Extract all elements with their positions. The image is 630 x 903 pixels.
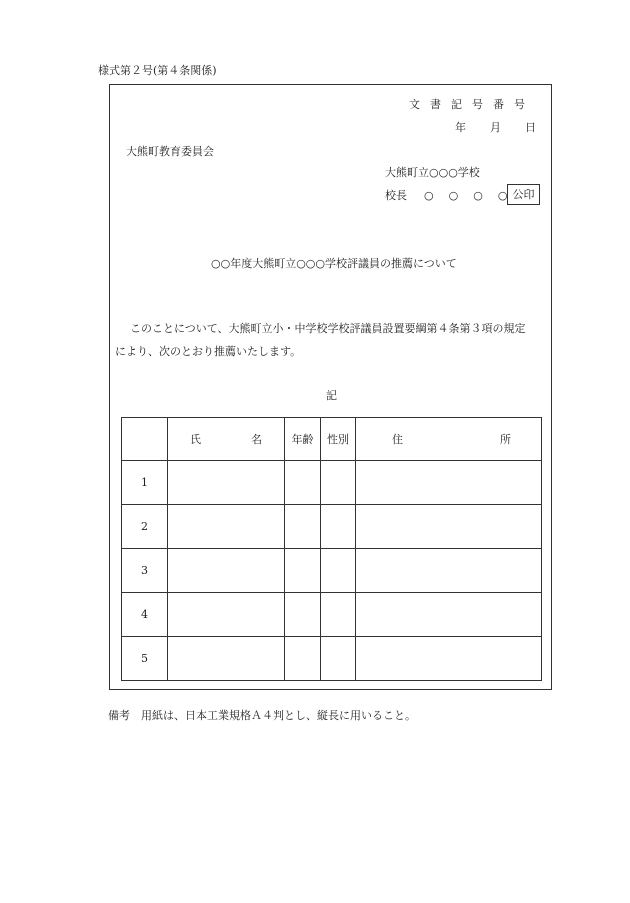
cell-name <box>168 593 285 637</box>
date-label: 年 月 日 <box>455 121 536 134</box>
form-label: 様式第２号(第４条関係) <box>98 64 217 77</box>
cell-sex <box>321 549 356 593</box>
nominee-table <box>121 417 542 681</box>
sender-school: 大熊町立○○○学校 <box>385 166 480 179</box>
cell-name <box>168 637 285 681</box>
table-row <box>122 461 542 505</box>
header-age: 年齢 <box>285 418 321 461</box>
cell-sex <box>321 505 356 549</box>
remarks-note: 備考 用紙は、日本工業規格Ａ４判とし、縦長に用いること。 <box>108 709 416 722</box>
table-row <box>122 549 542 593</box>
header-blank <box>122 418 168 461</box>
table-row <box>122 593 542 637</box>
cell-name <box>168 549 285 593</box>
cell-age <box>285 637 321 681</box>
body-text-line-1: このことについて、大熊町立小・中学校学校評議員設置要綱第４条第３項の規定 <box>130 322 526 335</box>
table-row <box>122 637 542 681</box>
cell-name <box>168 505 285 549</box>
principal-title: 校長 <box>385 189 407 202</box>
cell-age <box>285 593 321 637</box>
header-address: 住 所 <box>356 418 542 461</box>
cell-sex <box>321 593 356 637</box>
body-text-line-2: により、次のとおり推薦いたします。 <box>115 345 302 358</box>
document-number-label: 文 書 記 号 番 号 <box>409 98 525 111</box>
table-header-row <box>122 418 542 461</box>
row-number: 2 <box>122 505 168 549</box>
cell-name <box>168 461 285 505</box>
cell-sex <box>321 461 356 505</box>
principal-line: 校長 ○ ○ ○ ○ <box>385 189 508 202</box>
table-row <box>122 505 542 549</box>
cell-age <box>285 505 321 549</box>
row-number: 1 <box>122 461 168 505</box>
header-sex: 性別 <box>321 418 356 461</box>
official-seal-box: 公印 <box>507 184 540 205</box>
ki-heading: 記 <box>326 389 337 402</box>
cell-address <box>356 593 542 637</box>
cell-sex <box>321 637 356 681</box>
row-number: 3 <box>122 549 168 593</box>
addressee: 大熊町教育委員会 <box>126 145 214 158</box>
subject-title: ○○年度大熊町立○○○学校評議員の推薦について <box>211 257 457 270</box>
row-number: 4 <box>122 593 168 637</box>
cell-age <box>285 549 321 593</box>
cell-age <box>285 461 321 505</box>
cell-address <box>356 505 542 549</box>
cell-address <box>356 461 542 505</box>
header-name: 氏 名 <box>168 418 285 461</box>
row-number: 5 <box>122 637 168 681</box>
cell-address <box>356 549 542 593</box>
cell-address <box>356 637 542 681</box>
